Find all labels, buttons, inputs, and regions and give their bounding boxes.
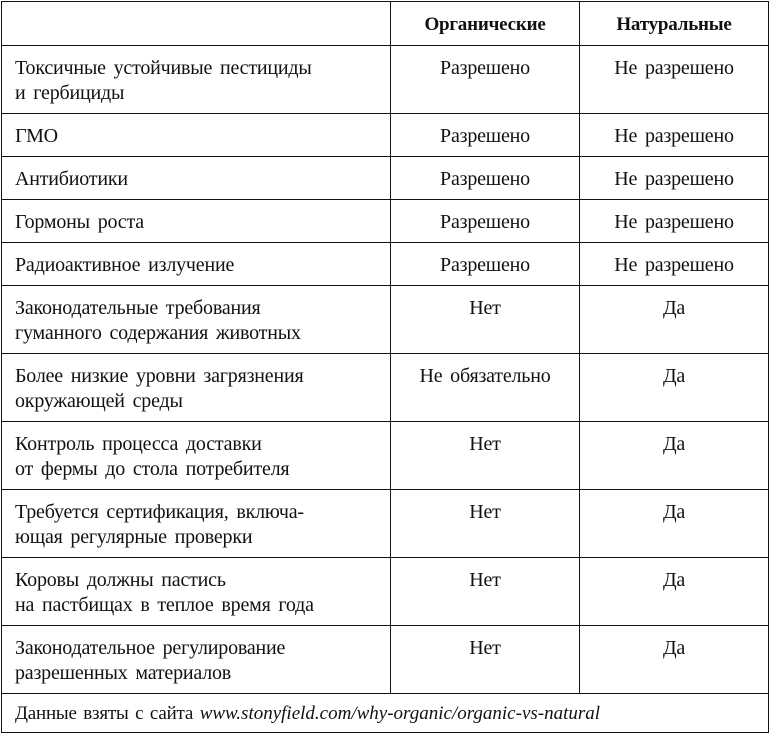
organic-cell: Не обязательно — [391, 354, 580, 422]
natural-cell: Да — [580, 490, 769, 558]
feature-cell — [2, 243, 391, 286]
feature-cell — [2, 354, 391, 422]
feature-line: Радиоактивное излучение — [15, 254, 235, 276]
natural-cell: Не разрешено — [580, 114, 769, 157]
natural-cell: Да — [580, 286, 769, 354]
organic-cell: Разрешено — [391, 114, 580, 157]
natural-cell: Не разрешено — [580, 200, 769, 243]
feature-line: Законодательное регулирование — [15, 637, 286, 659]
feature-line: гуманного содержания животных — [15, 322, 301, 344]
feature-line: от фермы до стола потребителя — [15, 458, 290, 480]
organic-cell: Разрешено — [391, 200, 580, 243]
header-row — [2, 2, 769, 46]
feature-line: Требуется сертификация, включа- — [15, 501, 304, 523]
feature-cell — [2, 490, 391, 558]
feature-cell — [2, 200, 391, 243]
table-row — [2, 558, 769, 626]
feature-line: ющая регулярные проверки — [15, 526, 253, 548]
organic-cell: Нет — [391, 558, 580, 626]
source-note-cell — [2, 694, 769, 733]
natural-cell: Да — [580, 626, 769, 694]
feature-cell — [2, 114, 391, 157]
organic-cell: Разрешено — [391, 243, 580, 286]
header-feature — [2, 2, 391, 46]
feature-line: окружающей среды — [15, 390, 183, 412]
source-url: www.stonyfield.com/why-organic/organic-vs-natural — [199, 702, 601, 724]
source-prefix: Данные взяты с сайта — [15, 702, 200, 724]
organic-cell: Нет — [391, 286, 580, 354]
table-row — [2, 422, 769, 490]
feature-line: Контроль процесса доставки — [15, 433, 262, 455]
feature-line: Более низкие уровни загрязнения — [15, 365, 304, 387]
table-row — [2, 200, 769, 243]
organic-cell: Нет — [391, 422, 580, 490]
natural-cell: Да — [580, 422, 769, 490]
feature-line: Коровы должны пастись — [15, 569, 226, 591]
feature-cell — [2, 558, 391, 626]
table-row — [2, 354, 769, 422]
feature-cell — [2, 422, 391, 490]
source-note — [2, 701, 768, 726]
table-row — [2, 157, 769, 200]
feature-line: на пастбищах в теплое время года — [15, 594, 314, 616]
feature-cell — [2, 46, 391, 114]
organic-cell: Разрешено — [391, 46, 580, 114]
organic-cell: Разрешено — [391, 157, 580, 200]
feature-line: Гормоны роста — [15, 211, 144, 233]
source-footer-row — [2, 694, 769, 733]
natural-cell: Да — [580, 558, 769, 626]
organic-cell: Нет — [391, 626, 580, 694]
organic-cell: Нет — [391, 490, 580, 558]
feature-line: разрешенных материалов — [15, 662, 232, 684]
feature-line: Антибиотики — [15, 168, 128, 190]
table-row — [2, 286, 769, 354]
natural-cell: Не разрешено — [580, 157, 769, 200]
header-natural: Натуральные — [580, 2, 769, 46]
header-organic: Органические — [391, 2, 580, 46]
feature-line: и гербициды — [15, 82, 125, 104]
feature-line: Законодательные требования — [15, 297, 261, 319]
natural-cell: Не разрешено — [580, 243, 769, 286]
natural-cell: Да — [580, 354, 769, 422]
table-row — [2, 243, 769, 286]
feature-line: ГМО — [15, 125, 58, 147]
table-row — [2, 626, 769, 694]
feature-cell — [2, 286, 391, 354]
table-row — [2, 114, 769, 157]
feature-cell — [2, 157, 391, 200]
organic-vs-natural-table — [1, 1, 769, 733]
table-row — [2, 490, 769, 558]
feature-cell — [2, 626, 391, 694]
table-row — [2, 46, 769, 114]
feature-line: Токсичные устойчивые пестициды — [15, 57, 312, 79]
natural-cell: Не разрешено — [580, 46, 769, 114]
